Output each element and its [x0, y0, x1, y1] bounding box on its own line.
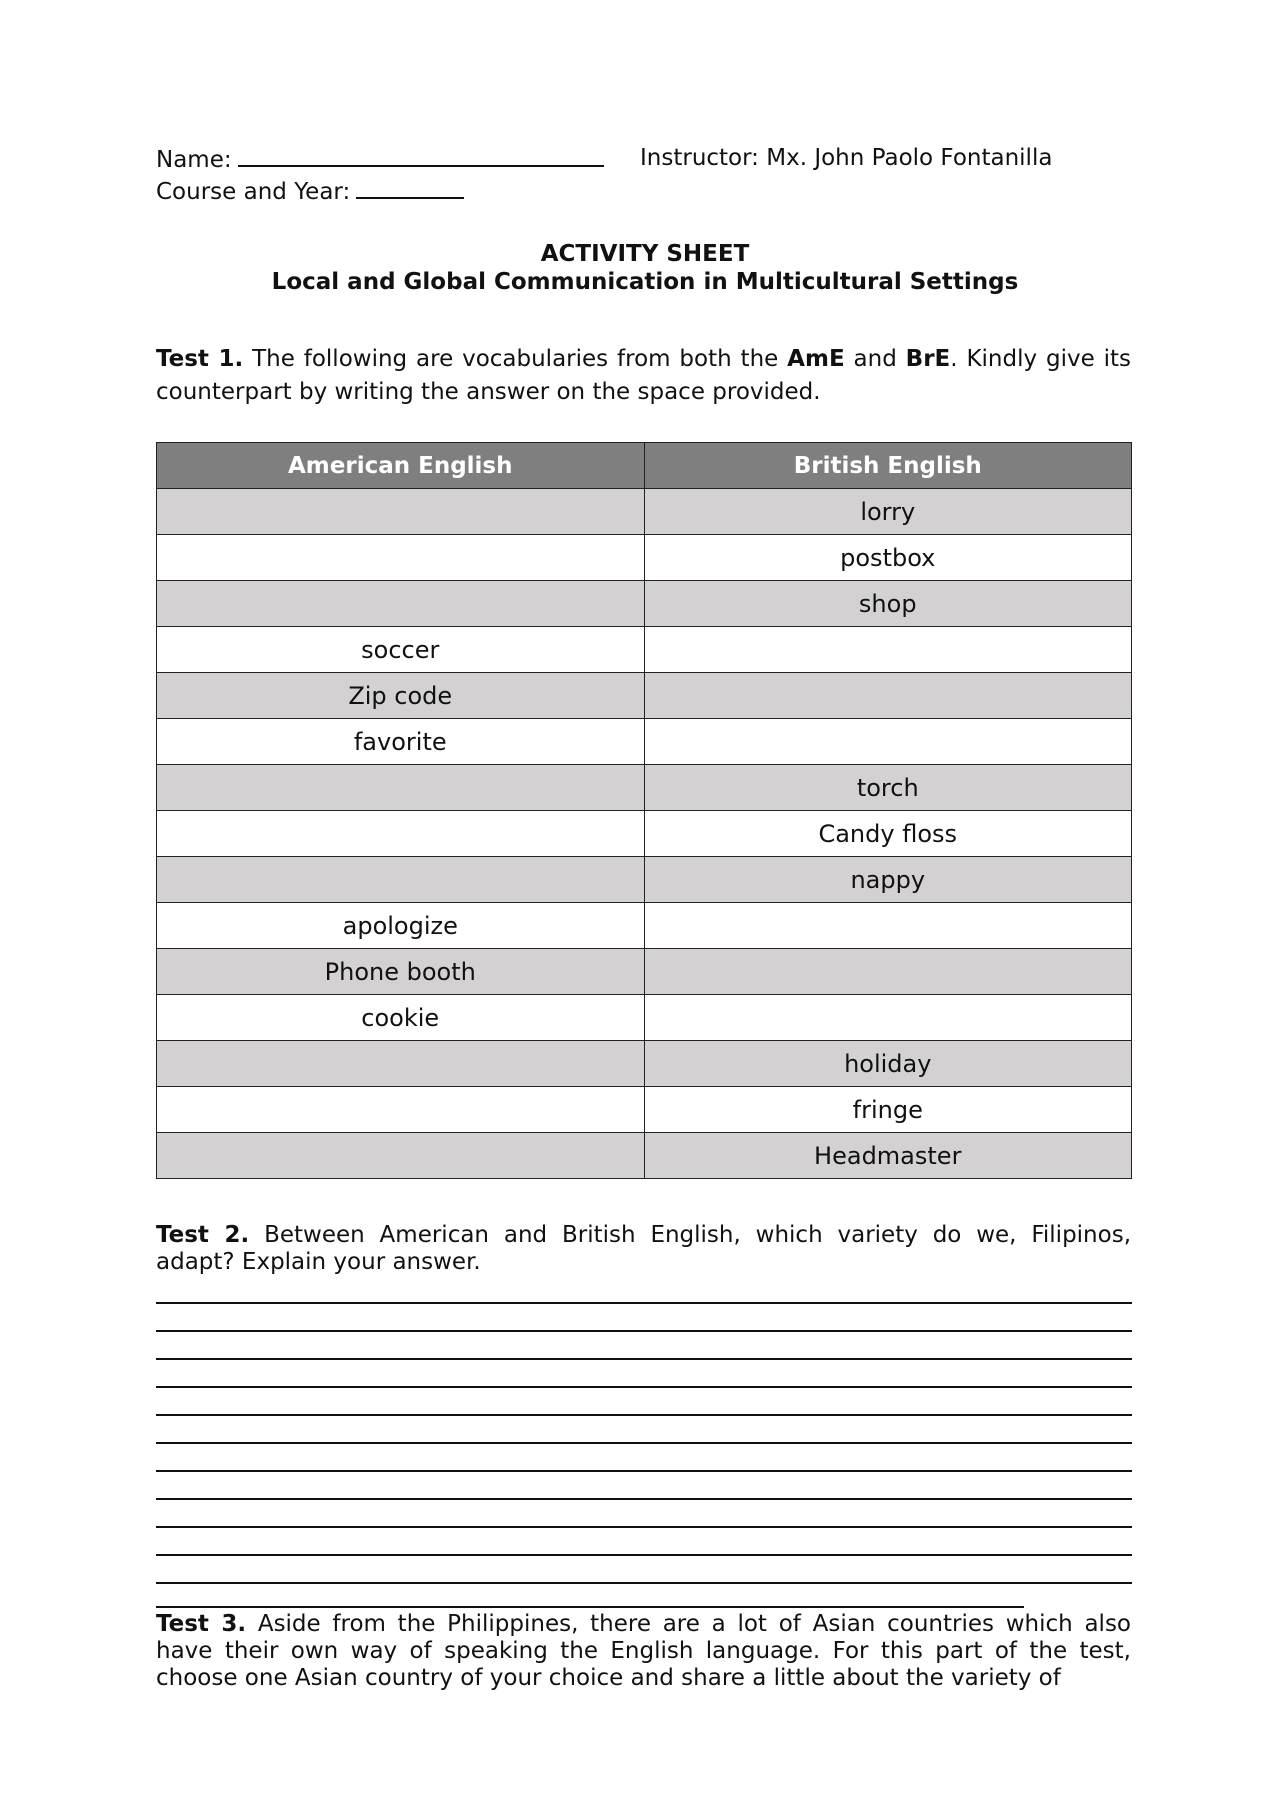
american-english-cell[interactable] — [157, 857, 645, 903]
test2-text: Between American and British English, which variety do we, Filipinos, adapt? Explain your answer. — [156, 1222, 1132, 1275]
table-header-row — [157, 443, 1132, 489]
name-row — [156, 143, 604, 175]
american-english-cell[interactable] — [157, 765, 645, 811]
sheet-title — [0, 240, 1280, 296]
answer-line[interactable] — [156, 1302, 1132, 1304]
table-row — [157, 857, 1132, 903]
american-english-cell: cookie — [157, 995, 645, 1041]
name-label: Name: — [156, 147, 232, 173]
british-english-cell[interactable] — [644, 719, 1132, 765]
course-blank[interactable] — [356, 175, 464, 199]
british-english-cell: nappy — [644, 857, 1132, 903]
answer-line[interactable] — [156, 1330, 1132, 1332]
table-row — [157, 489, 1132, 535]
table-row — [157, 1041, 1132, 1087]
british-english-cell: Candy floss — [644, 811, 1132, 857]
answer-line[interactable] — [156, 1414, 1132, 1416]
british-english-cell[interactable] — [644, 995, 1132, 1041]
table-row — [157, 627, 1132, 673]
title-line-2: Local and Global Communication in Multicultural Settings — [271, 269, 1019, 295]
test3-question — [156, 1611, 1131, 1692]
test1-ame: AmE — [787, 346, 845, 372]
test1-instructions — [156, 343, 1131, 409]
answer-line[interactable] — [156, 1358, 1132, 1360]
name-blank[interactable] — [238, 143, 604, 167]
american-english-cell: apologize — [157, 903, 645, 949]
answer-line[interactable] — [156, 1442, 1132, 1444]
british-english-cell: lorry — [644, 489, 1132, 535]
american-english-cell[interactable] — [157, 489, 645, 535]
british-english-cell: torch — [644, 765, 1132, 811]
table-row — [157, 719, 1132, 765]
header-british: British English — [644, 443, 1132, 489]
american-english-cell: Zip code — [157, 673, 645, 719]
test1-label: Test 1. — [156, 346, 244, 372]
american-english-cell[interactable] — [157, 535, 645, 581]
british-english-cell: holiday — [644, 1041, 1132, 1087]
british-english-cell[interactable] — [644, 627, 1132, 673]
american-english-cell[interactable] — [157, 1133, 645, 1179]
answer-line-short[interactable] — [156, 1606, 1024, 1608]
table-row — [157, 995, 1132, 1041]
table-row — [157, 1087, 1132, 1133]
table-row — [157, 581, 1132, 627]
british-english-cell: shop — [644, 581, 1132, 627]
answer-line[interactable] — [156, 1526, 1132, 1528]
british-english-cell: Headmaster — [644, 1133, 1132, 1179]
test3-label: Test 3. — [156, 1611, 247, 1637]
answer-line[interactable] — [156, 1386, 1132, 1388]
instructor-label: Instructor: Mx. John Paolo Fontanilla — [640, 145, 1053, 171]
vocab-table — [156, 442, 1132, 1179]
american-english-cell[interactable] — [157, 1087, 645, 1133]
table-row — [157, 949, 1132, 995]
test2-answer-lines[interactable] — [156, 1302, 1132, 1610]
answer-line[interactable] — [156, 1582, 1132, 1584]
american-english-cell[interactable] — [157, 581, 645, 627]
test1-bre: BrE — [905, 346, 951, 372]
header-american: American English — [157, 443, 645, 489]
answer-line[interactable] — [156, 1498, 1132, 1500]
test1-text-a: The following are vocabularies from both the — [243, 346, 788, 372]
british-english-cell: postbox — [644, 535, 1132, 581]
american-english-cell: Phone booth — [157, 949, 645, 995]
test1-text-c: . Kindly give its counterpart by writing the answer on the space provided. — [156, 346, 1131, 405]
test2-question — [156, 1222, 1131, 1276]
american-english-cell[interactable] — [157, 811, 645, 857]
course-label: Course and Year: — [156, 179, 351, 205]
answer-line[interactable] — [156, 1470, 1132, 1472]
american-english-cell: favorite — [157, 719, 645, 765]
answer-line[interactable] — [156, 1554, 1132, 1556]
course-row — [156, 175, 464, 207]
american-english-cell[interactable] — [157, 1041, 645, 1087]
test1-text-b: and — [844, 346, 906, 372]
american-english-cell: soccer — [157, 627, 645, 673]
british-english-cell: fringe — [644, 1087, 1132, 1133]
british-english-cell[interactable] — [644, 949, 1132, 995]
table-row — [157, 1133, 1132, 1179]
table-row — [157, 811, 1132, 857]
table-row — [157, 673, 1132, 719]
test3-text: Aside from the Philippines, there are a lot of Asian countries which also have their own way of speaking the English language. For this part of the test, choose one Asian country of your choice and share a little about the variety of — [156, 1611, 1131, 1691]
table-row — [157, 903, 1132, 949]
table-row — [157, 535, 1132, 581]
british-english-cell[interactable] — [644, 673, 1132, 719]
british-english-cell[interactable] — [644, 903, 1132, 949]
title-line-1: ACTIVITY SHEET — [540, 241, 750, 267]
table-body — [157, 489, 1132, 1179]
table-row — [157, 765, 1132, 811]
test2-label: Test 2. — [156, 1222, 250, 1248]
